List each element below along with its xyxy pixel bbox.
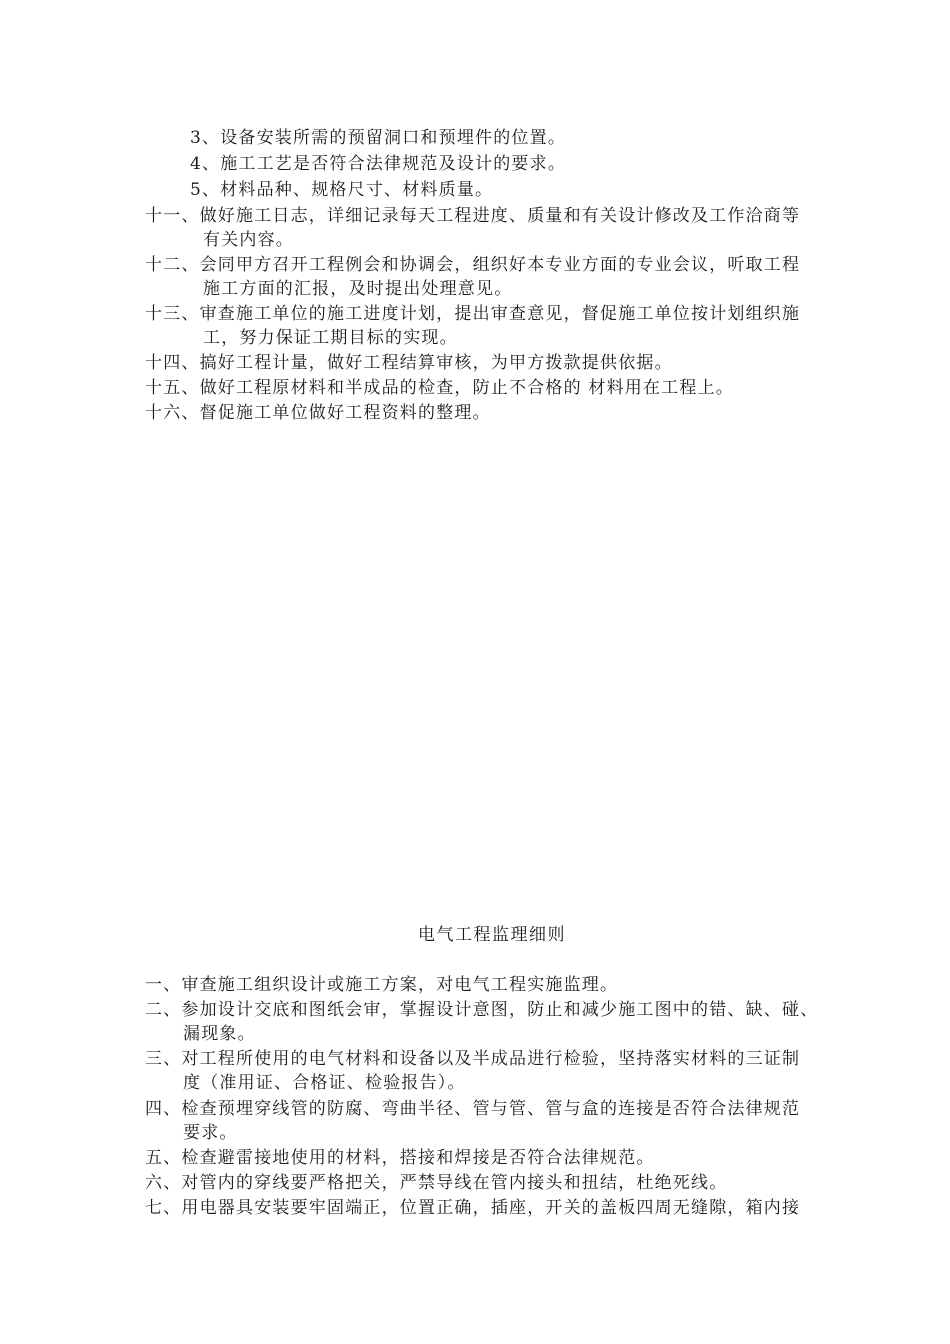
list-item-continuation: 工，努力保证工期目标的实现。 [203,328,458,348]
list-item: 5、材料品种、规格尺寸、材料质量。 [190,180,494,200]
list-item: 3、设备安装所需的预留洞口和预埋件的位置。 [190,128,567,148]
list-item-continuation: 度（准用证、合格证、检验报告）。 [183,1073,466,1093]
list-item: 十二、会同甲方召开工程例会和协调会，组织好本专业方面的专业会议，听取工程 [145,255,801,275]
list-item: 十三、审查施工单位的施工进度计划，提出审查意见，督促施工单位按计划组织施 [145,304,801,324]
list-item: 六、对管内的穿线要严格把关，严禁导线在管内接头和扭结，杜绝死线。 [145,1173,728,1193]
list-item: 十六、督促施工单位做好工程资料的整理。 [145,403,491,423]
section-title: 电气工程监理细则 [418,925,566,945]
list-item: 4、施工工艺是否符合法律规范及设计的要求。 [190,154,567,174]
list-item: 七、用电器具安装要牢固端正，位置正确，插座，开关的盖板四周无缝隙，箱内接 [145,1198,801,1218]
list-item-continuation: 漏现象。 [183,1024,256,1044]
list-item: 一、审查施工组织设计或施工方案，对电气工程实施监理。 [145,975,619,995]
list-item: 四、检查预埋穿线管的防腐、弯曲半径、管与管、管与盒的连接是否符合法律规范 [145,1099,801,1119]
list-item: 十四、搞好工程计量，做好工程结算审核，为甲方拨款提供依据。 [145,353,673,373]
list-item: 十五、做好工程原材料和半成品的检查，防止不合格的 材料用在工程上。 [145,378,735,398]
list-item: 十一、做好施工日志，详细记录每天工程进度、质量和有关设计修改及工作洽商等 [145,206,801,226]
list-item: 五、检查避雷接地使用的材料，搭接和焊接是否符合法律规范。 [145,1148,655,1168]
list-item-continuation: 施工方面的汇报，及时提出处理意见。 [203,279,513,299]
list-item: 二、参加设计交底和图纸会审，掌握设计意图，防止和减少施工图中的错、缺、碰、 [145,1000,819,1020]
list-item: 三、对工程所使用的电气材料和设备以及半成品进行检验，坚持落实材料的三证制 [145,1049,801,1069]
list-item-continuation: 有关内容。 [203,230,294,250]
list-item-continuation: 要求。 [183,1123,238,1143]
